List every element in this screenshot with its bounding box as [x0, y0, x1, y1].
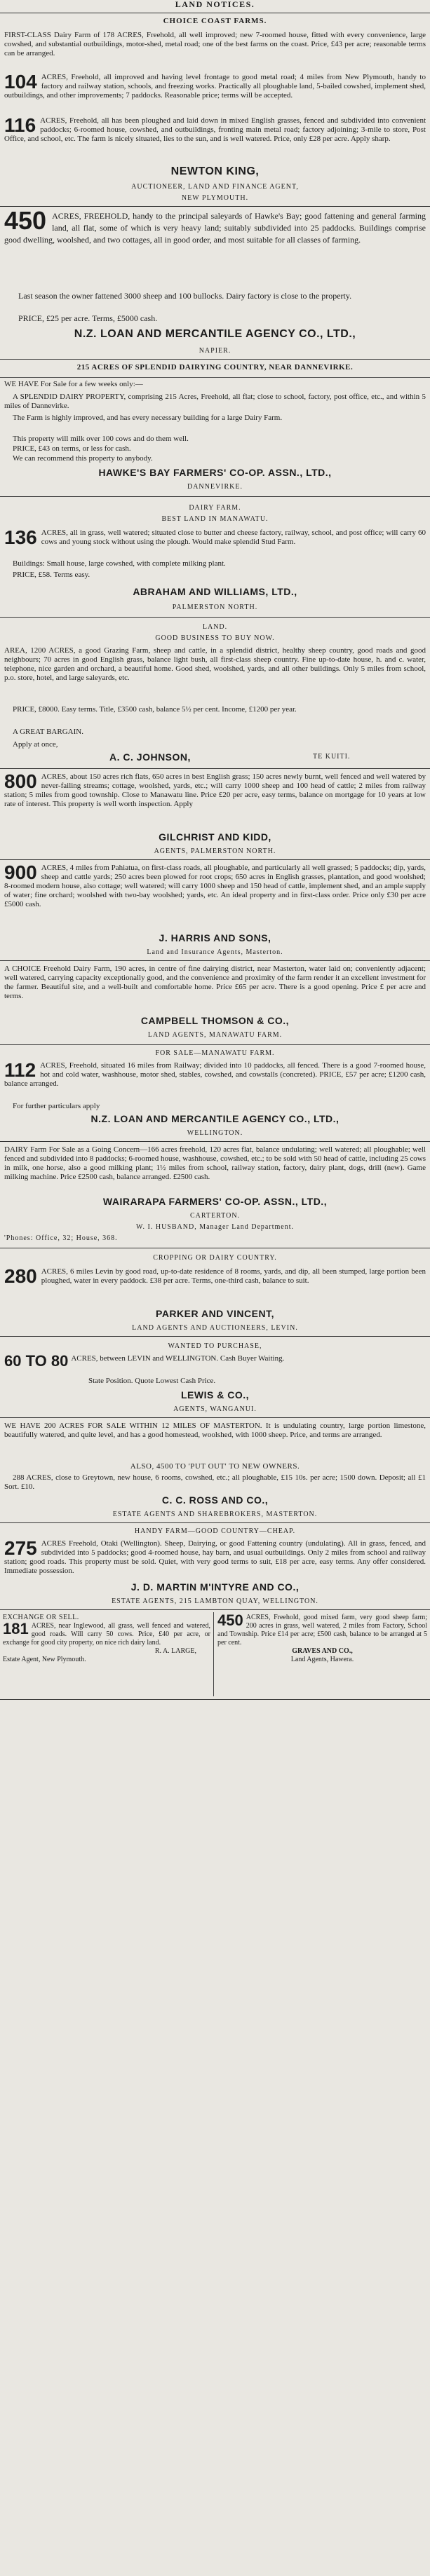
hawkes-bay-ad: 450 ACRES, FREEHOLD, handy to the principal saleyards of Hawke's Bay; good fattening and general farming land, all flat, some of which is very heavy land; suitably subdivided into 25 paddocks. Buildings comprise good dwelling, woolshed, and two cottages, all in good order, and most suitable for all classes of farming. [4, 210, 426, 245]
agent-block [4, 751, 426, 765]
agent-role: AUCTIONEER, LAND AND FINANCE AGENT, [131, 183, 299, 191]
land-heading: LAND. [202, 623, 228, 631]
agent-town: Land and Insurance Agents, Masterton. [147, 948, 283, 956]
exchange-signature: R. A. LARGE, [154, 1647, 196, 1655]
manawatu-sale-heading: FOR SALE—MANAWATU FARM. [155, 1049, 275, 1057]
agent-town: NEW PLYMOUTH. [181, 194, 249, 202]
exchange-agent: Estate Agent, New Plymouth. [3, 1656, 86, 1663]
agent-town: PALMERSTON NORTH. [172, 604, 258, 611]
mcintyre-heading: HANDY FARM—GOOD COUNTRY—CHEAP. [134, 1527, 296, 1535]
dannevirke-intro: WE HAVE For Sale for a few weeks only:— [4, 380, 143, 388]
divider [0, 1336, 430, 1337]
agent-name: N.Z. LOAN AND MERCANTILE AGENCY CO., LTD., [90, 1113, 340, 1124]
exchange-title: EXCHANGE OR SELL. [3, 1614, 79, 1621]
dannevirke-text-5: We can recommend this property to anybody. [13, 454, 153, 463]
land-business-text: AREA, 1200 ACRES, a good Grazing Farm, sheep and cattle, in a splendid district, healthy sheep country, good roads and good neighbours; 70 acres in good English grass, balance light bush, all first-class sheep country. Fine up-to-date house, h. and c. water, telephone, nice garden and orchard, a beautiful home. Good shed, woolshed, yards, and all other buildings. Only 5 miles from school, p.o. store, hotel, and large saleyards, etc. [4, 646, 426, 682]
hawkes-bay-price: PRICE, £25 per acre. Terms, £5000 cash. [18, 314, 158, 323]
divider [0, 1044, 430, 1045]
agent-town: AGENTS, WANGANUI. [173, 1405, 257, 1413]
phones-line: 'Phones: Office, 32; House, 368. [4, 1234, 118, 1242]
graves-agent-name: GRAVES AND CO., [292, 1647, 353, 1655]
land-bargain: A GREAT BARGAIN. [13, 728, 83, 736]
agent-name: WAIRARAPA FARMERS' CO-OP. ASSN., LTD., [102, 1196, 328, 1207]
campbell-ad: A CHOICE Freehold Dairy Farm, 190 acres, in centre of fine dairying district, near Masterton, water laid on; conveniently adjacent; well watered, carrying capacity exceptionally good, and the convenience and proximity of the farm render it an excellent investment for the farmer. Beautiful site, and a well-built and comfortable home. Price £65 per acre. There is a good opening. Price £ per acre and terms. [4, 965, 426, 1000]
agent-town: LAND AGENTS AND AUCTIONEERS, LEVIN. [132, 1324, 298, 1332]
choice-coast-ad-2: 104 ACRES, Freehold, all improved and having level frontage to good metal road; 4 miles from New Plymouth, handy to factory and railway station, schools, and freezing works. Practically all ploughable land, 5-bailed cowshed, implement shed, outbuildings, and other improvements; 7 paddocks. Reasonable price; terms will be accepted. [4, 73, 426, 100]
divider [0, 496, 430, 497]
manawatu-dairy-heading: DAIRY FARM. [189, 504, 241, 512]
divider [0, 359, 430, 360]
agent-name: PARKER AND VINCENT, [156, 1308, 274, 1319]
masterton-text-3: 288 ACRES, close to Greytown, new house, 6 rooms, cowshed, etc.; all ploughable, £15 10s. per acre; 1500 down. Deposit; all £1 Sort. £10. [4, 1473, 426, 1491]
exchange-text: ACRES, near Inglewood, all grass, well fenced and watered, good roads. Will carry 50 cows. Price, £40 per acre, or exchange for good city property, on nice rich dairy land. [3, 1622, 210, 1647]
agent-town: LAND AGENTS, MANAWATU FARM. [147, 1031, 283, 1039]
agent-town: DANNEVIRKE. [187, 483, 243, 491]
agent-name: C. C. ROSS AND CO., [161, 1494, 269, 1506]
agent-town: NAPIER. [199, 347, 231, 355]
agent-town: TE KUITI. [313, 753, 351, 761]
agent-name: HAWKE'S BAY FARMERS' CO-OP. ASSN., LTD., [98, 467, 332, 478]
dannevirke-heading: 215 ACRES OF SPLENDID DAIRYING COUNTRY, NEAR DANNEVIRKE. [76, 363, 354, 372]
column-divider [213, 1612, 214, 1696]
land-business-price: PRICE, £8000. Easy terms. Title, £3500 cash, balance 5½ per cent. Income, £1200 per year. [13, 705, 297, 714]
dannevirke-text-2: The Farm is highly improved, and has every necessary building for a large Dairy Farm. [13, 414, 283, 422]
manawatu-dairy-buildings: Buildings: Small house, large cowshed, with complete milking plant. [13, 559, 226, 568]
manawatu-sale-ad: 112 ACRES, Freehold, situated 16 miles from Railway; divided into 10 paddocks, all fenced. There is a good 7-roomed house, hot and cold water, washhouse, motor shed, stables, cowshed, and cowstalls (concreted). PRICE, £57 per acre; £1200 cash, balance arranged. [4, 1061, 426, 1088]
agent-name: LEWIS & CO., [181, 1389, 249, 1401]
divider [0, 960, 430, 961]
divider [0, 768, 430, 769]
gilchrist-ad: 800 ACRES, about 150 acres rich flats, 650 acres in best English grass; 150 acres newly burnt, well fenced and well watered by never-failing streams; cottage, woolshed, yards, etc.; will carry 1000 sheep and 100 head of cattle; 2 miles from railway station; 5 miles from good township. Close to Manawatu line. Price £20 per acre, easy terms, balance on mortgage for 10 years at low rate of interest. This property is well worth inspection. Apply [4, 772, 426, 808]
divider [0, 377, 430, 378]
divider [0, 1417, 430, 1418]
agent-name: N.Z. LOAN AND MERCANTILE AGENCY CO., LTD., [74, 328, 356, 340]
graves-number: 450 [217, 1614, 243, 1629]
choice-coast-ad-3: 116 ACRES, Freehold, all has been ploughed and laid down in mixed English grasses, fenced and subdivided into convenient paddocks; 6-roomed house, cowshed, and outbuildings, fronting main metal road; factory adjoining; 3-mile to store, Post Office, and school, etc. The farm is nicely situated, lies to the sun, and is well watered. Price, only £28 per acre. Apply sharp. [4, 116, 426, 143]
graves-text: ACRES, Freehold, good mixed farm, very good sheep farm; 200 acres in grass, well watered, 2 miles from Factory, School and Township. Price £14 per acre; £500 cash, balance to be arranged at 5 per cent. [217, 1614, 427, 1647]
agent-town: CARTERTON. [189, 1212, 241, 1220]
agent-town: ESTATE AGENTS AND SHAREBROKERS, MASTERTON. [112, 1511, 318, 1518]
graves-agent-town: Land Agents, Hawera. [290, 1656, 354, 1663]
agent-name: ABRAHAM AND WILLIAMS, LTD., [133, 586, 297, 597]
divider [0, 1609, 430, 1610]
masterton-ad: WE HAVE 200 ACRES FOR SALE WITHIN 12 MILES OF MASTERTON. It is undulating country, large portion limestone, beautifully watered, and quite level, and has a good homestead, woolshed, with 1000 sheep. Price, and terms are arranged. [4, 1422, 426, 1439]
agent-town: WELLINGTON. [187, 1129, 243, 1137]
wairarapa-ad: DAIRY Farm For Sale as a Going Concern—166 acres freehold, 120 acres flat, balance undulating; well watered; all ploughable; well fenced and subdivided into 8 paddocks; 6-roomed house, washhouse, cowshed, etc.; to be sold with 50 head of cattle, including 25 cows in milk, one horse, also a good milking plant; 1½ miles from school, railway station, factory, dairy plant, dogs, drill (new). Game milking machine. Price £2500 cash, balance arranged. £2500 cash. [4, 1145, 426, 1181]
manawatu-dairy-ad: 136 ACRES, all in grass, well watered; situated close to butter and cheese factory, railway, school, and post office; will carry 60 cows and young stock without using the plough. Would make splendid Stud Farm. [4, 529, 426, 548]
wanted-text-2: State Position. Quote Lowest Cash Price. [88, 1377, 216, 1385]
divider [0, 1141, 430, 1142]
masterton-also: ALSO, 4500 TO 'PUT OUT' TO NEW OWNERS. [130, 1462, 300, 1471]
wanted-heading: WANTED TO PURCHASE, [168, 1342, 262, 1350]
wanted-ad: 60 TO 80 ACRES, between LEVIN and WELLINGTON. Cash Buyer Waiting. [4, 1354, 285, 1370]
divider [0, 859, 430, 860]
parker-ad: 280 ACRES, 6 miles Levin by good road, up-to-date residence of 8 rooms, yards, and dip, all been stumped, large portion been ploughed, water in every paddock. £38 per acre. Terms, one-third cash, balance to suit. [4, 1267, 426, 1287]
agent-name: NEWTON KING, [170, 165, 260, 177]
agent-name: GILCHRIST AND KIDD, [159, 831, 271, 843]
dannevirke-text-1: A SPLENDID DAIRY PROPERTY, comprising 215 Acres, Freehold, all flat; close to school, factory, post office, etc., and within 5 miles of Dannevirke. [4, 393, 426, 410]
manawatu-dairy-price: PRICE, £58. Terms easy. [13, 571, 90, 579]
manawatu-sale-further: For further particulars apply [13, 1102, 100, 1110]
land-subheading: GOOD BUSINESS TO BUY NOW. [155, 634, 275, 642]
divider [0, 617, 430, 618]
exchange-number: 181 [3, 1620, 29, 1637]
agent-name: A. C. JOHNSON, [109, 751, 191, 763]
parker-heading: CROPPING OR DAIRY COUNTRY. [153, 1254, 277, 1262]
choice-coast-heading: CHOICE COAST FARMS. [163, 17, 267, 25]
agent-town: ESTATE AGENTS, 215 LAMBTON QUAY, WELLINGTON. [112, 1597, 318, 1605]
agent-name: CAMPBELL THOMSON & CO., [140, 1015, 290, 1026]
divider [0, 1699, 430, 1700]
divider [0, 206, 430, 207]
agent-name: J. HARRIS AND SONS, [159, 932, 271, 943]
manager-line: W. I. HUSBAND, Manager Land Department. [136, 1223, 294, 1231]
agent-name: J. D. MARTIN M'INTYRE AND CO., [130, 1581, 300, 1593]
dannevirke-text-4: PRICE, £43 on terms, or less for cash. [13, 444, 131, 453]
section-title: LAND NOTICES. [175, 0, 255, 9]
manawatu-dairy-subheading: BEST LAND IN MANAWATU. [161, 515, 269, 523]
divider [0, 1522, 430, 1523]
mcintyre-ad: 275 ACRES Freehold, Otaki (Wellington). Sheep, Dairying, or good Fattening country (undulating). All in grass, fenced, and subdivided into 5 paddocks; good 4-roomed house, hay barn, and usual outbuildings. Only 2 miles from school and railway station; good roads. This property must be sold. Quiet, with very good terms to suit, £18 per acre, easy terms. Any offer considered. Immediate possession. [4, 1539, 426, 1575]
harris-ad: 900 ACRES, 4 miles from Pahiatua, on first-class roads, all ploughable, and particularly all well grassed; 5 paddocks; dip, yards, sheep and cattle yards; 250 acres been plowed for root crops; 650 acres in English grasses, plantation, and good woolshed; 8-roomed modern house, also cottage; well watered; will carry 1000 sheep and 150 head of cattle, implement shed, and an ample supply of water; fine orchard; woolshed with two-bay woolshed; yards, etc. An ideal property and in first-class order. Price only £30 per acre £5000 cash. [4, 864, 426, 908]
exchange-ad [3, 1614, 210, 1696]
choice-coast-ad-1: FIRST-CLASS Dairy Farm of 178 ACRES, Freehold, all well improved; new 7-roomed house, fitted with every convenience, large cowshed, and substantial outbuildings, motor-shed, metal road; one of the best farms on the coast. Price, £43 per acre; reasonable terms can be arranged. [4, 31, 426, 57]
dannevirke-text-3: This property will milk over 100 cows and do them well. [13, 435, 189, 443]
agent-town: AGENTS, PALMERSTON NORTH. [154, 847, 276, 855]
land-apply: Apply at once, [13, 740, 58, 749]
hawkes-bay-text-2: Last season the owner fattened 3000 sheep and 100 bullocks. Dairy factory is close to the property. [18, 291, 352, 301]
graves-ad [217, 1614, 427, 1696]
